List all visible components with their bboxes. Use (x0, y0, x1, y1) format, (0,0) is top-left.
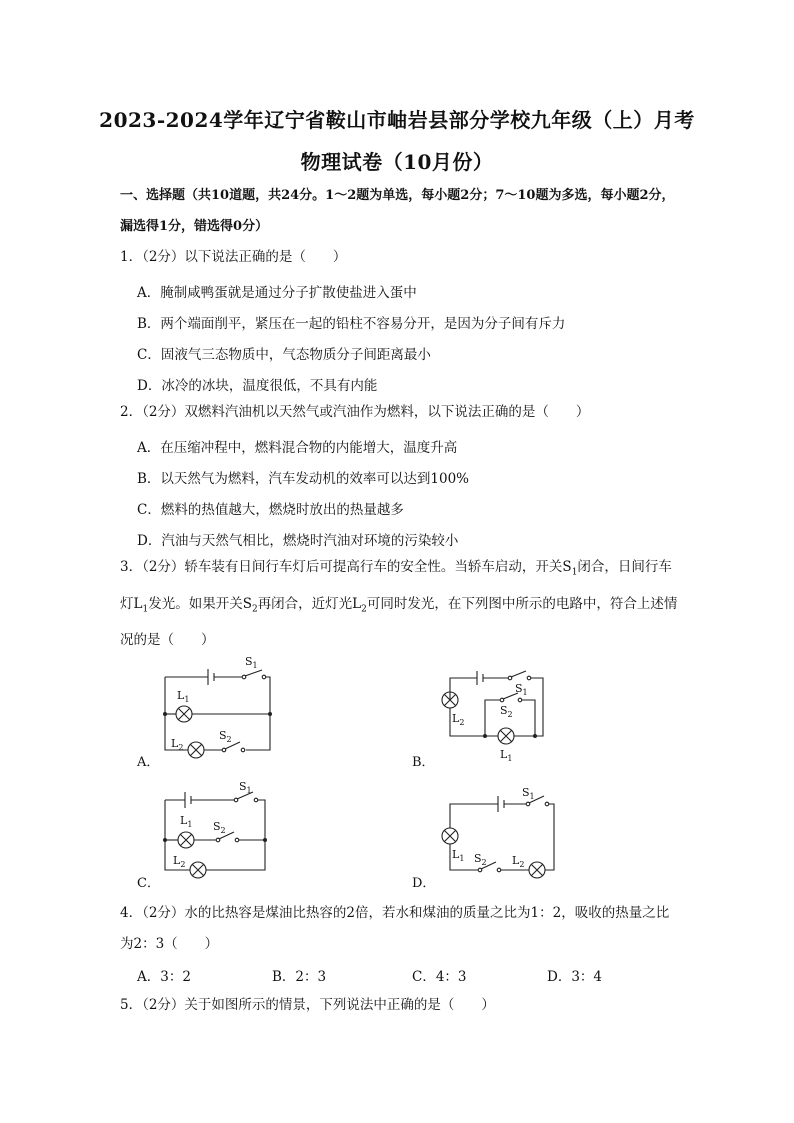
lamp-l2-label: $L_2$ (171, 737, 184, 752)
question-2-option-a: A．在压缩冲程中，燃料混合物的内能增大，温度升高 (137, 440, 458, 456)
question-2-stem: 2．（2分）双燃料汽油机以天然气或汽油作为燃料，以下说法正确的是（ ） (120, 404, 590, 420)
lamp-l1-label: $L_1$ (500, 748, 513, 763)
lamp-l2-label: $L_2$ (173, 854, 186, 869)
switch-s2-label: $S_2$ (474, 852, 487, 867)
switch-s2-label: $S_2$ (219, 729, 232, 744)
lamp-l1-label: $L_1$ (180, 814, 193, 829)
question-1-option-d: D．冰冷的冰块，温度很低，不具有内能 (137, 378, 378, 394)
circuit-diagram-c (150, 778, 290, 888)
question-4-option-b: B．2：3 (272, 969, 327, 985)
circuit-diagram-a (150, 652, 290, 762)
circuit-b-label: B． (412, 755, 435, 770)
question-5-stem: 5．（2分）关于如图所示的情景，下列说法中正确的是（ ） (120, 997, 495, 1013)
question-2-option-c: C．燃料的热值越大，燃烧时放出的热量越多 (137, 502, 404, 518)
switch-s1-label: $S_1$ (239, 780, 252, 795)
switch-s1-label: $S_1$ (515, 682, 528, 697)
question-1-stem: 1．（2分）以下说法正确的是（ ） (120, 249, 347, 265)
lamp-l1-label: $L_1$ (452, 848, 465, 863)
question-4-option-a: A．3：2 (137, 969, 191, 985)
switch-s2-label: $S_2$ (500, 704, 513, 719)
question-3-stem: 3．（2分）轿车装有日间行车灯后可提高行车的安全性。当轿车启动，开关$S_1$闭合，日间行车灯$L_1$发光。如果开关$S_2$再闭合，近灯光$L_2$可同时发光，在下列图中所示的电路中，符合上述情况的是（ ） (120, 559, 678, 649)
switch-s1-label: $S_1$ (522, 786, 535, 801)
lamp-l1-label: $L_1$ (177, 689, 190, 704)
circuit-d-label: D． (412, 876, 436, 891)
question-4-option-c: C．4：3 (412, 969, 467, 985)
page-title: 2023-2024学年辽宁省鞍山市岫岩县部分学校九年级（上）月考 (99, 108, 695, 132)
question-2-option-b: B．以天然气为燃料，汽车发动机的效率可以达到100% (137, 471, 470, 487)
lamp-l2-label: $L_2$ (452, 712, 465, 727)
circuit-c-label: C． (137, 876, 160, 891)
switch-s1-label: $S_1$ (245, 655, 258, 670)
lamp-l2-label: $L_2$ (512, 854, 525, 869)
switch-s2-label: $S_2$ (213, 820, 226, 835)
circuit-a-label: A． (137, 755, 160, 770)
question-1-option-c: C．固液气三态物质中，气态物质分子间距离最小 (137, 347, 431, 363)
circuit-diagram-b (430, 662, 570, 772)
question-1-option-b: B．两个端面削平，紧压在一起的铅柱不容易分开，是因为分子间有斥力 (137, 316, 566, 332)
circuit-diagram-d (430, 784, 570, 884)
question-2-option-d: D．汽油与天然气相比，燃烧时汽油对环境的污染较小 (137, 533, 459, 549)
question-4-stem: 4．（2分）水的比热容是煤油比热容的2倍，若水和煤油的质量之比为1：2，吸收的热量之比为2：3（ ） (120, 905, 670, 952)
question-4-option-d: D．3：4 (547, 969, 603, 985)
page-subtitle: 物理试卷（10月份） (300, 150, 494, 174)
question-1-option-a: A．腌制咸鸭蛋就是通过分子扩散使盐进入蛋中 (137, 285, 417, 301)
section-heading: 一、选择题（共10道题，共24分。1～2题为单选，每小题2分；7～10题为多选，每小题2分，漏选得1分，错选得0分） (120, 188, 675, 234)
